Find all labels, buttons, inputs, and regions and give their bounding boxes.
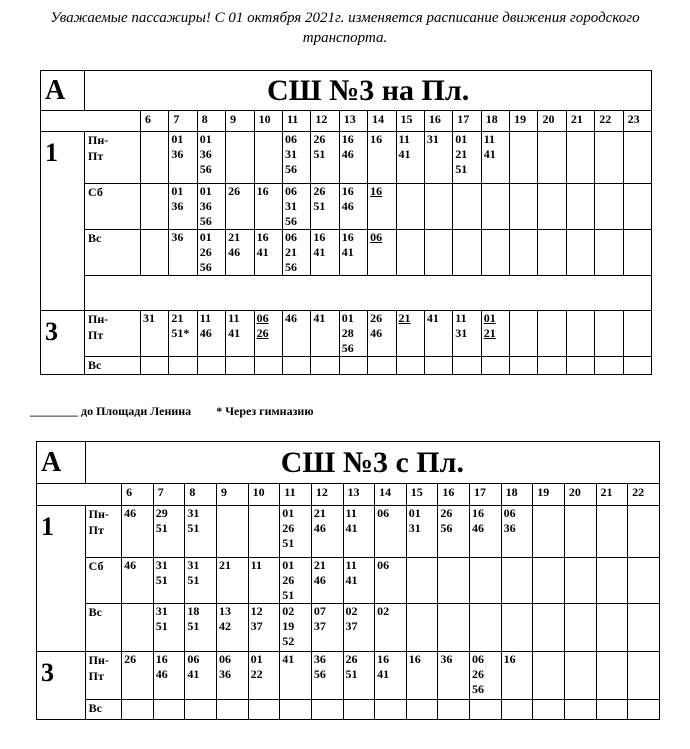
departure-cell: 16 [406,652,438,700]
hours-row-spacer [37,484,122,506]
departure-cell [438,558,470,604]
departure-cell [628,506,660,558]
departure-cell: 16 41 [254,230,282,276]
departure-cell [481,357,509,375]
departure-cell [596,604,628,652]
departure-cell [595,311,623,357]
departure-cell [470,604,502,652]
departure-cell: 01 28 56 [339,311,367,357]
departure-cell [623,357,652,375]
departure-cell: 21 [217,558,249,604]
departure-cell: 31 [424,132,452,184]
departure-cell: 06 26 56 [470,652,502,700]
departure-cell: 26 51 [311,132,339,184]
departure-cell [254,357,282,375]
departure-cell [510,311,538,357]
departure-cell [564,604,596,652]
departure-cell: 01 36 56 [197,184,225,230]
departure-cell [595,184,623,230]
departure-cell: 26 56 [438,506,470,558]
departure-cell: 16 46 [470,506,502,558]
departure-cell [564,558,596,604]
departure-cell: 06 [375,506,407,558]
hour-header: 21 [596,484,628,506]
departure-cell: 01 26 51 [280,506,312,558]
hour-header: 21 [566,111,594,132]
departure-cell [169,357,197,375]
departure-cell [623,230,652,276]
departure-cell: 26 [226,184,254,230]
departure-cell [596,506,628,558]
departure-cell [628,604,660,652]
schedule-row [37,604,660,652]
day-label: Пн- Пт [85,132,141,184]
departure-cell [566,311,594,357]
departure-cell [424,357,452,375]
schedule-table-from-square [36,441,660,720]
departure-cell: 46 [282,311,310,357]
departure-cell [501,700,533,720]
departure-cell: 41 [424,311,452,357]
departure-cell: 06 36 [501,506,533,558]
departure-cell: 26 46 [368,311,396,357]
schedule-row [37,700,660,720]
departure-cell [141,132,169,184]
departure-cell [510,230,538,276]
departure-cell: 02 37 [343,604,375,652]
departure-cell [453,230,481,276]
day-label: Сб [85,558,122,604]
departure-cell: 16 46 [153,652,185,700]
table-title: СШ №3 на Пл. [85,71,652,111]
departure-cell [566,132,594,184]
departure-cell: 36 [169,230,197,276]
notice-line-2: транспорта. [302,30,388,46]
departure-cell: 21 51* [169,311,197,357]
departure-cell [628,700,660,720]
hour-header: 8 [185,484,217,506]
departure-cell [596,652,628,700]
bus-number: 3 [41,311,85,375]
hours-row [37,484,660,506]
day-label: Пн- Пт [85,311,141,357]
departure-cell [254,132,282,184]
departure-cell [375,700,407,720]
departure-cell [396,357,424,375]
departure-cell [628,558,660,604]
hour-header: 10 [248,484,280,506]
departure-cell: 02 19 52 [280,604,312,652]
hour-header: 18 [481,111,509,132]
departure-cell: 26 [122,652,154,700]
legend [30,403,336,419]
departure-cell [153,700,185,720]
departure-cell: 16 41 [311,230,339,276]
departure-cell: 06 [375,558,407,604]
departure-cell: 31 51 [185,506,217,558]
departure-cell [510,357,538,375]
hour-header: 11 [282,111,310,132]
departure-cell [226,357,254,375]
departure-cell: 13 42 [217,604,249,652]
hour-header: 12 [311,484,343,506]
departure-cell [438,604,470,652]
departure-cell: 46 [122,558,154,604]
departure-cell [628,652,660,700]
departure-cell [406,558,438,604]
departure-cell [596,558,628,604]
departure-cell [453,184,481,230]
departure-cell: 01 21 [481,311,509,357]
departure-cell: 06 41 [185,652,217,700]
departure-cell [595,230,623,276]
hour-header: 10 [254,111,282,132]
departure-cell: 06 21 56 [282,230,310,276]
spacer-row [41,276,652,311]
departure-cell [470,558,502,604]
hours-row [41,111,652,132]
departure-cell: 01 36 [169,132,197,184]
departure-cell: 06 [368,230,396,276]
departure-cell: 31 51 [153,558,185,604]
departure-cell [282,357,310,375]
departure-cell: 01 26 51 [280,558,312,604]
departure-cell [396,230,424,276]
hour-header: 23 [623,111,652,132]
departure-cell: 06 26 [254,311,282,357]
departure-cell [226,132,254,184]
departure-cell [368,357,396,375]
departure-cell: 26 51 [311,184,339,230]
departure-cell [248,700,280,720]
schedule-row [41,132,652,184]
departure-cell: 36 [438,652,470,700]
departure-cell [510,132,538,184]
departure-cell: 01 21 51 [453,132,481,184]
day-label: Вс [85,357,141,375]
departure-cell [470,700,502,720]
departure-cell: 06 31 56 [282,184,310,230]
departure-cell: 46 [122,506,154,558]
hour-header: 20 [538,111,566,132]
departure-cell [533,558,565,604]
departure-cell [453,357,481,375]
departure-cell [533,652,565,700]
departure-cell: 01 31 [406,506,438,558]
departure-cell [564,700,596,720]
departure-cell: 01 26 56 [197,230,225,276]
departure-cell: 31 51 [153,604,185,652]
legend-star-note: * Через гимназию [216,404,314,418]
departure-cell [623,184,652,230]
day-label: Пн- Пт [85,652,122,700]
hour-header: 15 [406,484,438,506]
schedule-row [41,311,652,357]
day-label: Вс [85,230,141,276]
route-letter: А [41,71,85,111]
departure-cell: 16 [368,184,396,230]
hour-header: 17 [453,111,481,132]
departure-cell [424,230,452,276]
hour-header: 12 [311,111,339,132]
hour-header: 16 [424,111,452,132]
departure-cell [564,506,596,558]
departure-cell: 06 36 [217,652,249,700]
title-row [41,71,652,111]
departure-cell [623,132,652,184]
schedule-row [41,184,652,230]
hour-header: 20 [564,484,596,506]
hour-header: 14 [368,111,396,132]
schedule-row [37,558,660,604]
notice-line-1: Уважаемые пассажиры! С 01 октября 2021г. изменяется расписание движения городского [50,10,640,26]
departure-cell: 06 31 56 [282,132,310,184]
departure-cell [197,357,225,375]
departure-cell [538,230,566,276]
departure-cell: 21 46 [311,506,343,558]
departure-cell: 11 [248,558,280,604]
departure-cell [217,506,249,558]
departure-cell: 11 41 [396,132,424,184]
hour-header: 9 [226,111,254,132]
departure-cell [217,700,249,720]
departure-cell [141,230,169,276]
departure-cell: 11 46 [197,311,225,357]
departure-cell [533,604,565,652]
departure-cell: 21 46 [226,230,254,276]
hour-header: 14 [375,484,407,506]
hour-header: 17 [470,484,502,506]
hour-header: 18 [501,484,533,506]
schedule-row [37,506,660,558]
hour-header: 22 [628,484,660,506]
departure-cell [533,506,565,558]
departure-cell: 02 [375,604,407,652]
departure-cell [280,700,312,720]
departure-cell [623,311,652,357]
departure-cell [501,558,533,604]
hour-header: 8 [197,111,225,132]
departure-cell [311,700,343,720]
route-letter: А [37,442,86,484]
bus-number: 1 [37,506,86,652]
departure-cell: 11 41 [343,506,375,558]
schedule-row [41,357,652,375]
title-row [37,442,660,484]
departure-cell: 31 51 [185,558,217,604]
day-label: Сб [85,184,141,230]
departure-cell: 16 [254,184,282,230]
departure-cell [564,652,596,700]
hour-header: 6 [141,111,169,132]
departure-cell [566,357,594,375]
spacer-cell [85,276,652,311]
departure-cell: 07 37 [311,604,343,652]
departure-cell [122,604,154,652]
departure-cell: 01 36 56 [197,132,225,184]
legend-underline-note: ________ до Площади Ленина [30,404,192,418]
departure-cell: 21 46 [311,558,343,604]
departure-cell: 11 41 [226,311,254,357]
departure-cell: 21 [396,311,424,357]
departure-cell [566,184,594,230]
departure-cell: 16 41 [375,652,407,700]
hour-header: 13 [343,484,375,506]
departure-cell [595,132,623,184]
departure-cell: 26 51 [343,652,375,700]
hour-header: 13 [339,111,367,132]
hour-header: 7 [153,484,185,506]
departure-cell [595,357,623,375]
schedule-row [37,652,660,700]
bus-number: 1 [41,132,85,311]
departure-cell [406,604,438,652]
hour-header: 15 [396,111,424,132]
departure-cell: 18 51 [185,604,217,652]
departure-cell [481,230,509,276]
hour-header: 22 [595,111,623,132]
departure-cell: 01 22 [248,652,280,700]
departure-cell [248,506,280,558]
day-label: Вс [85,700,122,720]
departure-cell [438,700,470,720]
departure-cell [406,700,438,720]
day-label: Вс [85,604,122,652]
bus-number: 3 [37,652,86,720]
departure-cell: 36 56 [311,652,343,700]
departure-cell: 31 [141,311,169,357]
hour-header: 19 [533,484,565,506]
departure-cell: 16 46 [339,184,367,230]
departure-cell: 12 37 [248,604,280,652]
notice-header [0,8,690,48]
hour-header: 19 [510,111,538,132]
departure-cell [596,700,628,720]
hour-header: 16 [438,484,470,506]
departure-cell [424,184,452,230]
departure-cell: 11 41 [343,558,375,604]
departure-cell [538,184,566,230]
departure-cell [122,700,154,720]
departure-cell [185,700,217,720]
schedule-table-to-square [40,70,652,375]
departure-cell: 41 [311,311,339,357]
departure-cell [510,184,538,230]
departure-cell [481,184,509,230]
departure-cell [339,357,367,375]
hour-header: 6 [122,484,154,506]
departure-cell [538,357,566,375]
departure-cell [311,357,339,375]
hour-header: 7 [169,111,197,132]
departure-cell [566,230,594,276]
departure-cell [141,184,169,230]
departure-cell: 29 51 [153,506,185,558]
departure-cell [396,184,424,230]
departure-cell [533,700,565,720]
schedule-row [41,230,652,276]
hours-row-spacer [41,111,141,132]
departure-cell [538,132,566,184]
departure-cell: 16 [501,652,533,700]
departure-cell: 16 [368,132,396,184]
departure-cell: 41 [280,652,312,700]
hour-header: 11 [280,484,312,506]
departure-cell [538,311,566,357]
departure-cell: 11 31 [453,311,481,357]
departure-cell: 11 41 [481,132,509,184]
day-label: Пн- Пт [85,506,122,558]
departure-cell: 01 36 [169,184,197,230]
hour-header: 9 [217,484,249,506]
departure-cell: 16 46 [339,132,367,184]
departure-cell [141,357,169,375]
departure-cell [343,700,375,720]
table-title: СШ №3 с Пл. [85,442,659,484]
departure-cell: 16 41 [339,230,367,276]
departure-cell [501,604,533,652]
